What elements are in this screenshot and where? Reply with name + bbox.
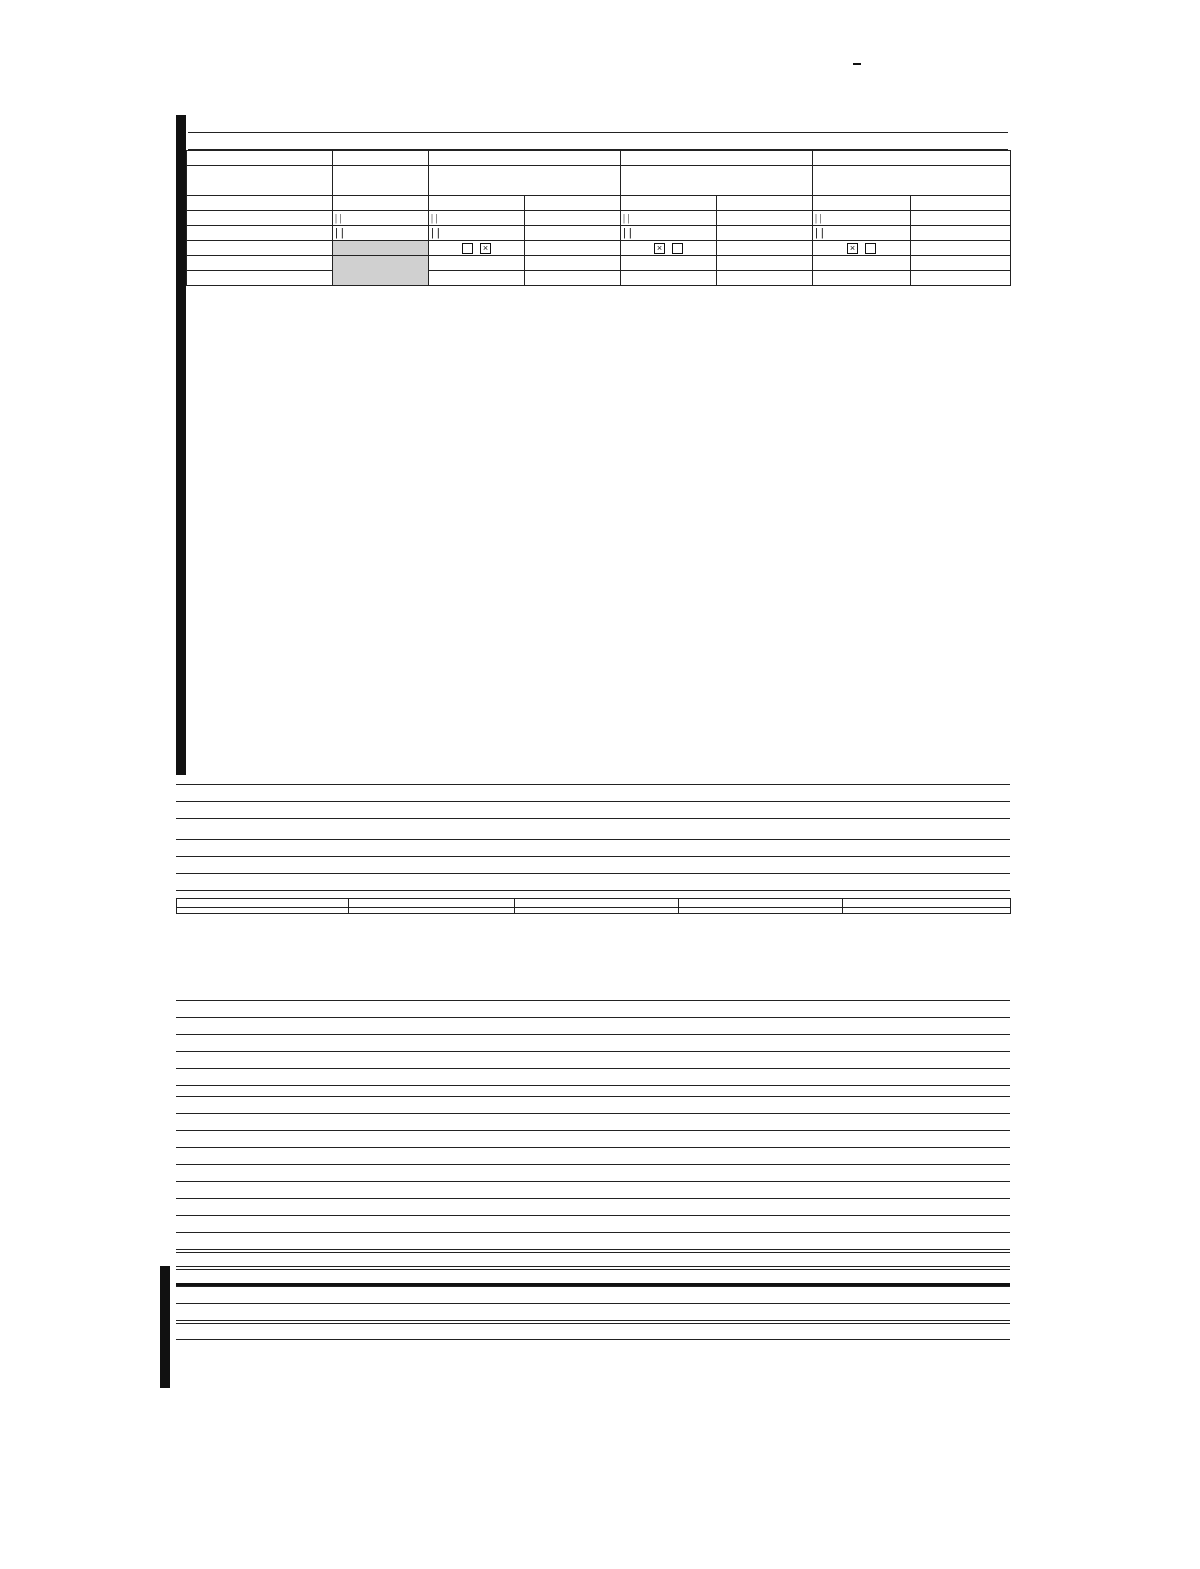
final-value-line — [176, 1324, 1010, 1340]
listings-line — [188, 116, 1008, 133]
comp3-net-adjustment — [911, 241, 1011, 256]
comp2-rooms: | | — [621, 226, 717, 241]
sales-line — [188, 133, 1008, 150]
comparison-grid — [186, 150, 1011, 286]
comp3-address — [813, 166, 1011, 196]
summary-text-4 — [176, 1148, 1010, 1165]
market-section — [188, 116, 1008, 150]
plus-checkbox[interactable]: × — [847, 243, 858, 254]
sales-sidebar — [176, 115, 186, 775]
comp2-net-adjustment — [717, 241, 813, 256]
comp3-rooms: | | — [813, 226, 911, 241]
comp3-net-checkboxes — [813, 241, 911, 256]
subject-rooms: | | — [333, 226, 429, 241]
room-count-head-row — [187, 211, 1011, 226]
summary-text-2 — [176, 1114, 1010, 1131]
adjusted-price-row-2 — [187, 271, 1011, 286]
reconciliation-section — [176, 1236, 1010, 1340]
value-adjustments-header — [187, 196, 1011, 211]
comp2-net-checkboxes — [621, 241, 717, 256]
prior-sales-header — [177, 899, 1011, 914]
subject-room-heads: | | — [333, 211, 429, 226]
comp1-address — [429, 166, 621, 196]
comp3-adjusted-price — [911, 271, 1011, 286]
main-file-number — [853, 63, 861, 65]
prior-sales-table — [176, 898, 1011, 914]
comp2-room-heads: | | — [621, 211, 717, 226]
data-source-1 — [176, 840, 1010, 857]
plus-checkbox[interactable] — [462, 243, 473, 254]
minus-checkbox[interactable] — [865, 243, 876, 254]
comp1-header — [429, 151, 621, 166]
feature-header — [187, 151, 333, 166]
analysis-text-2 — [176, 1001, 1010, 1018]
appraisal-conditions — [176, 1323, 1010, 1340]
minus-checkbox[interactable] — [672, 243, 683, 254]
comp1-net-checkboxes — [429, 241, 525, 256]
recon-sidebar — [160, 1266, 170, 1388]
comp1-net-adjustment — [525, 241, 621, 256]
comp2-address — [621, 166, 813, 196]
grid-header-row — [187, 151, 1011, 166]
adjusted-price-row-1 — [187, 256, 1011, 271]
net-adjustment-row — [187, 241, 1011, 256]
address-row — [187, 166, 1011, 196]
room-count-row — [187, 226, 1011, 241]
comp1-rooms: | | — [429, 226, 525, 241]
analysis-section — [176, 984, 1010, 1086]
address-label — [187, 166, 333, 196]
summary-text-3 — [176, 1131, 1010, 1148]
data-source-2 — [176, 874, 1010, 891]
subject-address — [333, 166, 429, 196]
comp1-room-heads: | | — [429, 211, 525, 226]
comp2-header — [621, 151, 813, 166]
research-section — [176, 768, 1010, 908]
comp1-adjusted-price — [525, 271, 621, 286]
analysis-text-3 — [176, 1018, 1010, 1035]
comparable-research — [176, 857, 1010, 874]
subject-header — [333, 151, 429, 166]
comp3-header — [813, 151, 1011, 166]
comp2-adjusted-price — [717, 271, 813, 286]
plus-checkbox[interactable]: × — [654, 243, 665, 254]
research-line — [176, 768, 1010, 785]
minus-checkbox[interactable]: × — [480, 243, 491, 254]
comp3-room-heads: | | — [813, 211, 911, 226]
subject-research — [176, 823, 1010, 840]
addendum-note — [176, 1253, 1010, 1270]
